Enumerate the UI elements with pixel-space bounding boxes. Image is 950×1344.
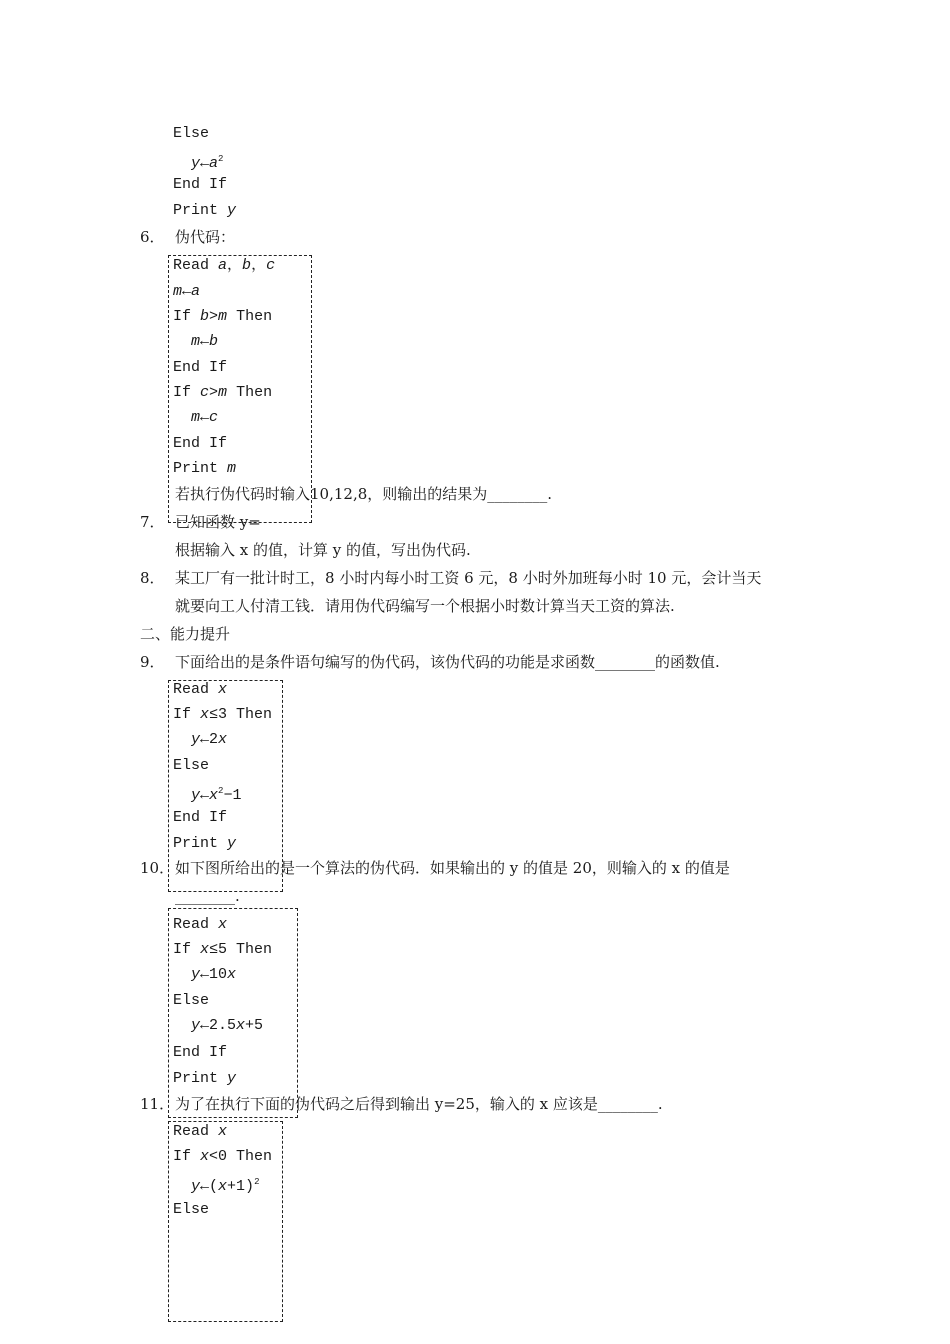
code-line: If x<0 Then [173,1148,273,1165]
question-text: 已知函数 y= [175,513,261,531]
code-line: y←2x [191,731,228,748]
question-number: 10． [140,859,175,877]
question-text: 如下图所给出的是一个算法的伪代码．如果输出的 y 的值是 20，则输入的 x 的值是 [175,859,730,877]
question-number: 9． [140,653,165,671]
question-text: 某工厂有一批计时工，8 小时内每小时工资 6 元，8 小时外加班每小时 10 元，会计当天 [175,569,762,587]
question-text: ________. [175,887,240,905]
question-number: 6． [140,228,165,246]
code-line: If x≤3 Then [173,706,273,723]
code-line: End If [173,359,228,376]
code-line: Read x [173,1123,228,1140]
question-text: 根据输入 x 的值，计算 y 的值，写出伪代码. [175,541,471,559]
code-line: $y\leftarrow(x+1)^2$ [191,1177,260,1195]
code-line: Read x [173,916,228,933]
code-line: y←10x [191,966,237,983]
code-line: Print y [173,835,237,852]
question-text: 若执行伪代码时输入10,12,8，则输出的结果为________. [175,485,553,503]
code-line: Read x [173,681,228,698]
code-line: Print y [173,1070,237,1087]
question-text: 下面给出的是条件语句编写的伪代码，该伪代码的功能是求函数________的函数值. [175,653,720,671]
code-line: If c>m Then [173,384,273,401]
question-text: 就要向工人付清工钱．请用伪代码编写一个根据小时数计算当天工资的算法. [175,597,675,615]
code-line: If b>m Then [173,308,273,325]
code-line-else: Else [173,125,210,142]
code-line: Read a，b，c [173,257,276,274]
code-line: End If [173,435,228,452]
code-line: Print m [173,460,237,477]
code-line: Else [173,992,210,1009]
code-line: End If [173,809,228,826]
question-text: 为了在执行下面的伪代码之后得到输出 y=25，输入的 x 应该是________. [175,1095,663,1113]
code-line-assign: $y\leftarrow a^2$ [191,154,224,172]
code-line: End If [173,1044,228,1061]
question-number: 11． [140,1095,175,1113]
question-number: 8． [140,569,165,587]
code-line: Else [173,1201,210,1218]
code-line: m←a [173,283,201,300]
code-line: Else [173,757,210,774]
code-line: m←b [191,333,219,350]
question-number: 7． [140,513,165,531]
code-line-print: Print y [173,202,237,219]
question-title: 伪代码： [175,228,236,246]
code-line: y←2.5x+5 [191,1017,264,1034]
section-title: 二、能力提升 [140,625,231,643]
code-line: $y\leftarrow x^2-1$ [191,786,242,804]
code-line-endif: End If [173,176,228,193]
code-line: If x≤5 Then [173,941,273,958]
code-line: m←c [191,409,219,426]
